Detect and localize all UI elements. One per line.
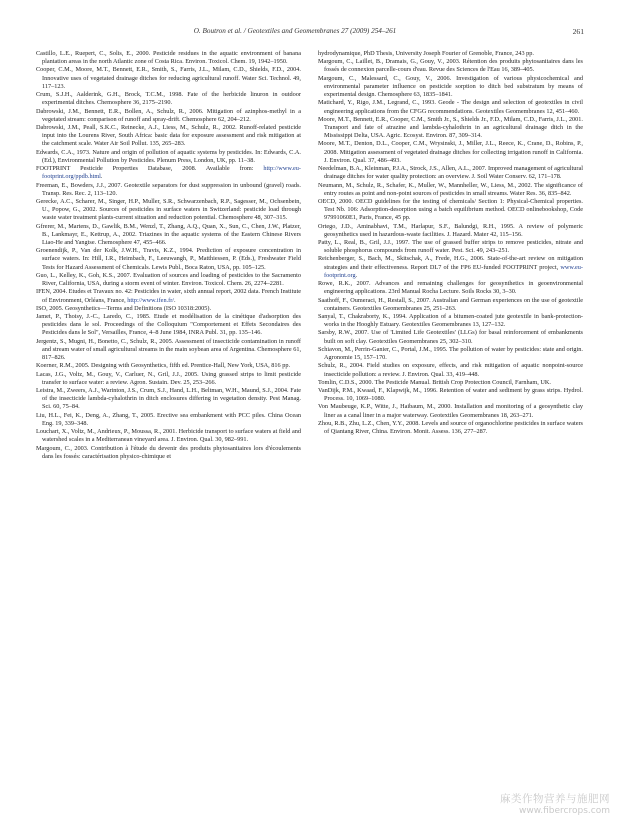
reference-entry: Neumann, M., Schulz, R., Schafer, K., Muller, W., Mannheller, W., Liess, M., 2002. The significance of entry routes as point and non-point sources of pesticides in small streams. Water Res. 36, 835–842. (318, 181, 583, 197)
left-column (36, 50, 301, 461)
reference-entry: Castillo, L.E., Ruepert, C., Solis, E., 2000. Pesticide residues in the aquatic environment of banana plantation areas in the north Atlantic zone of Costa Rica. Environ. Toxicol. Chem. 19, 1942–1950. (36, 50, 301, 66)
reference-entry: Sanyal, T., Chakraborty, K., 1994. Application of a bitumen-coated jute geotextile in bank-protection-works in the Hooghly Estuary. Geotextiles Geomembranes 13, 127–132. (318, 313, 583, 329)
reference-entry: Crum, S.J.H., Aalderink, G.H., Brock, T.C.M., 1998. Fate of the herbicide linuron in outdoor experimental ditches. Chemosphere 36, 2175–2190. (36, 91, 301, 107)
reference-entry: Jamet, P., Thoisy, J.-C., Laredo, C., 1985. Etude et modélisation de la cinétique d'adsorption des pesticides dans le sol. Proceedings of the Colloquium "Comportement et Effets Secondaires des Pesticides dans le Sol", Versailles, France, 4–8 June 1984, INRA Publ. 31, pp. 135–146. (36, 313, 301, 337)
reference-entry: Lacas, J.G., Voltz, M., Gouy, V., Carluer, N., Gril, J.J., 2005. Using grassed strips to limit pesticide transfer to surface water: a review. Agron. Sustain. Dev. 25, 253–266. (36, 370, 301, 386)
references-section (36, 50, 584, 780)
running-header (36, 27, 584, 39)
reference-entry: Leistra, M., Zweers, A.J., Warinton, J.S., Crum, S.J., Hand, L.H., Beltman, W.H., Maund, S.J., 2004. Fate of the insecticide lambda-cyhalothrin in ditch enclosures differing in vegetation density. Pest Manag. Sci. 60, 75–84. (36, 386, 301, 411)
right-column (318, 50, 583, 436)
reference-entry: Freeman, E., Bowders, J.J., 2007. Geotextile separators for dust suppression in unbound (gravel) roads. Transp. Res. Rec. 2, 113–120. (36, 181, 301, 197)
reference-entry: Groenendijk, P., Van der Kolk, J.W.H., Travis, K.Z., 1994. Prediction of exposure concentration in surface waters. In: Hill, I.R., Heimbach, F., Leeuwangh, P., Matthiessen, P. (Eds.), Freshwater Field Tests for Hazard Assessment of Chemicals. Lewis Publ., Boca Raton, USA, pp. 105–125. (36, 247, 301, 271)
reference-entry: Schiavon, M., Perrin-Ganier, C., Portal, J.M., 1995. The pollution of water by pesticides: state and origin. Agronomie 15, 157–170. (318, 345, 583, 362)
reference-link[interactable]: http://www.eu-footprint.org/ppdb.html (42, 165, 301, 181)
reference-entry: Cooper, C.M., Moore, M.T., Bennett, E.R., Smith, S., Farris, J.L., Milam, C.D., Shields, F.D., 2004. Innovative uses of vegetated drainage ditches for reducing agricultural runoff. Water Sci. Technol. 49, 117–123. (36, 66, 301, 90)
reference-entry: Dabrowski, J.M., Bennett, E.R., Bollen, A., Schulz, R., 2006. Mitigation of azinphos-methyl in a vegetated stream: comparison of runoff and spray-drift. Chemosphere 62, 204–212. (36, 107, 301, 123)
reference-entry: Margoum, C., Laillet, B., Dramais, G., Gouy, V., 2003. Rétention des produits phytosanitaires dans les fossés de connexion parcelle-cours d'eau. Revue des Sciences de l'Eau 16, 389–405. (318, 58, 583, 74)
reference-entry: Reichenberger, S., Bach, M., Skitschak, A., Frede, H.G., 2006. State-of-the-art review on mitigation strategies and their effectiveness. Report DL7 of the FP6 EU-funded FOOTPRINT project, www.eu-footprint.org. (318, 255, 583, 279)
reference-entry: IFEN, 2004. Etudes et Travaux no. 42: Pesticides in water, sixth annual report, 2002 data. French Institute of Environment, Orléans, France, http://www.ifen.fr/. (36, 288, 301, 304)
reference-entry: VanDijk, P.M., Kwaad, F., Klapwijk, M., 1996. Retention of water and sediment by grass strips. Hydrol. Process. 10, 1069–1080. (318, 386, 583, 403)
reference-entry: Louchart, X., Voltz, M., Andrieux, P., Moussa, R., 2001. Herbicide transport to surface waters at field and watershed scales in a Mediterranean vineyard area. J. Environ. Qual. 30, 982–991. (36, 428, 301, 444)
reference-entry: Moore, M.T., Bennett, E.R., Cooper, C.M., Smith Jr., S., Shields Jr., F.D., Milam, C.D., Farris, J.L., 2001. Transport and fate of atrazine and lambda-cyhalothrin in an agricultural drainage ditch in the Mississippi Delta, USA. Agric. Ecosyst. Environ. 87, 309–314. (318, 115, 583, 140)
watermark-title: 麻类作物营养与施肥网 (500, 793, 610, 805)
reference-entry: Margoum, C., Malessard, C., Gouy, V., 2006. Investigation of various physicochemical and environmental parameter influence on pesticide sorption to ditch bed substratum by means of experimental design. Chemosphere 63, 1835–1841. (318, 74, 583, 99)
reference-entry: Koerner, R.M., 2005. Designing with Geosynthetics, fifth ed. Prentice-Hall, New York, USA, 816 pp. (36, 362, 291, 370)
reference-entry: Schulz, R., 2004. Field studies on exposure, effects, and risk mitigation of aquatic nonpoint-source insecticide pollution: a review. J. Environ. Qual. 33, 419–448. (318, 362, 583, 378)
reference-entry: Gfrerer, M., Martens, D., Gawlik, B.M., Wenzl, T., Zhang, A.Q., Quan, X., Sun, C., Chen, J.W., Platzer, B., Lankmayr, E., Kettrup, A., 2002. Triazines in the aquatic systems of the Eastern Chinese Rivers Liao-He and Yangtse. Chemosphere 47, 455–466. (36, 222, 301, 247)
reference-entry: Ortego, J.D., Aminabhavi, T.M., Harlapur, S.F., Balundgi, R.H., 1995. A review of polymeric geosynthetics used in hazardous-waste facilities. J. Hazard. Mater 42, 115–156. (318, 222, 583, 238)
reference-entry: Zhou, R.B., Zhu, L.Z., Chen, Y.Y., 2008. Levels and source of organochlorine pesticides in surface waters of Qiantang River, China. Environ. Monit. Assess. 136, 277–287. (318, 419, 583, 436)
reference-entry: Jergentz, S., Mugni, H., Bonetto, C., Schulz, R., 2005. Assessment of insecticide contamination in runoff and stream water of small agricultural streams in the main soybean area of Argentina. Chemosphere 61, 817–826. (36, 337, 302, 362)
site-watermark (500, 791, 610, 816)
reference-link[interactable]: http://www.ifen.fr/ (127, 296, 175, 304)
reference-entry: Margoum, C., 2003. Contribution à l'étude du devenir des produits phytosanitaires lors d'écoulements dans les fossés: caractérisation physico-chimique et (36, 444, 301, 460)
reference-entry: Liu, H.L., Fei, K., Deng, A., Zhang, T., 2005. Erective sea embankment with PCC piles. China Ocean Eng. 19, 339–348. (36, 411, 301, 427)
reference-entry: Sarsby, R.W., 2007. Use of 'Limited Life Geotextiles' (LLGs) for basal reinforcement of embankments built on soft clay. Geotextiles Geomembranes 25, 302–310. (318, 329, 583, 345)
reference-entry: Guo, L., Kelley, K., Goh, K.S., 2007. Evaluation of sources and loading of pesticides to the Sacramento River, California, USA, during a storm event of winter. Environ. Toxicol. Chem. 26, 2274–2281. (36, 271, 301, 288)
page-number: 261 (572, 27, 584, 36)
reference-entry: Matichard, Y., Rigo, J.M., Legrand, C., 1993. Geode - The design and selection of geotextiles in civil engineering applications from the CFGG recommendations. Geotextiles Geomembranes 12, 451–460. (318, 99, 583, 115)
reference-entry: Patty, L., Real, B., Gril, J.J., 1997. The use of grassed buffer strips to remove pesticides, nitrate and soluble phosphorus compounds from runoff water. Pest. Sci. 49, 243–251. (318, 239, 583, 255)
reference-entry: ISO, 2005. Geosynthetics—Terms and Definitions (ISO 10318:2005). (36, 304, 212, 312)
reference-entry: Edwards, C.A., 1973. Nature and origin of pollution of aquatic systems by pesticides. In: Edwards, C.A. (Ed.), Environmental Pollution by Pesticides. Plenum Press, London, UK, pp. 11–38. (36, 148, 301, 164)
watermark-url: www.fibercrops.com (519, 806, 610, 816)
reference-entry: OECD, 2000. OECD guidelines for the testing of chemicals/ Section 1: Physical-Chemical properties. Test Nb. 106: Adsorption-desorption using a batch equilibrium method. OECD onlinebookshop, Code 97991060E1, Paris, France, 45 pp. (318, 197, 583, 222)
reference-entry: Tomlin, C.D.S., 2000. The Pesticide Manual. British Crop Protection Council, Farnham, UK. (318, 378, 551, 386)
reference-entry: Saathoff, F., Oumeraci, H., Restall, S., 2007. Australian and German experiences on the use of geotextile containers. Geotextiles Geomembranes 25, 251–263. (318, 296, 583, 312)
reference-entry: hydrodynamique, PhD Thesis, University Joseph Fourier of Grenoble, France, 243 pp. (318, 50, 534, 57)
journal-citation: O. Boutron et al. / Geotextiles and Geomembranes 27 (2009) 254–261 (193, 27, 397, 35)
reference-entry: Dabrowski, J.M., Peall, S.K.C., Reinecke, A.J., Liess, M., Schulz, R., 2002. Runoff-related pesticide input into the Lourens River, South Africa: basic data for exposure assessment and risk mitigation at the catchment scale. Water Air Soil Pollut. 135, 265–283. (36, 123, 301, 148)
reference-entry: Von Maubeuge, K.P., Witte, J., Haibaum, M., 2000. Installation and monitoring of a geosynthetic clay liner as a canal liner in a major waterway. Geotextiles Geomembranes 18, 263–271. (318, 403, 583, 419)
reference-entry: Rowe, R.K., 2007. Advances and remaining challenges for geosynthetics in geoenvironmental engineering applications. 23rd Manual Rocha Lecture. Soils Rocks 30, 3–30. (318, 280, 583, 296)
reference-entry: Moore, M.T., Denton, D.L., Cooper, C.M., Wrysinski, J., Miller, J.L., Reece, K., Crane, D., Robins, P., 2008. Mitigation assessment of vegetated drainage ditches for collecting irrigation runoff in California. J. Environ. Qual. 37, 486–493. (318, 140, 583, 164)
reference-link[interactable]: www.eu-footprint.org (324, 263, 583, 279)
reference-entry: Needelman, B.A., Kleinman, P.J.A., Strock, J.S., Allen, A.L., 2007. Improved management of agricultural drainage ditches for water quality protection: an overview. J. Soil Water Conserv. 62, 171–178. (318, 165, 583, 181)
reference-entry: Gerecke, A.C., Scharer, M., Singer, H.P., Muller, S.R., Schwarzenbach, R.P., Sagesser, M., Ochsenbein, U., Popow, G., 2002. Sources of pesticides in surface waters in Switzerland: pesticide load through waste water treatment plants-current situation and reduction potential. Chemosphere 48, 307–315. (36, 197, 301, 222)
reference-entry: FOOTPRINT Pesticide Properties Database, 2008. Available from: http://www.eu-footprint.org/ppdb.html. (36, 165, 301, 181)
